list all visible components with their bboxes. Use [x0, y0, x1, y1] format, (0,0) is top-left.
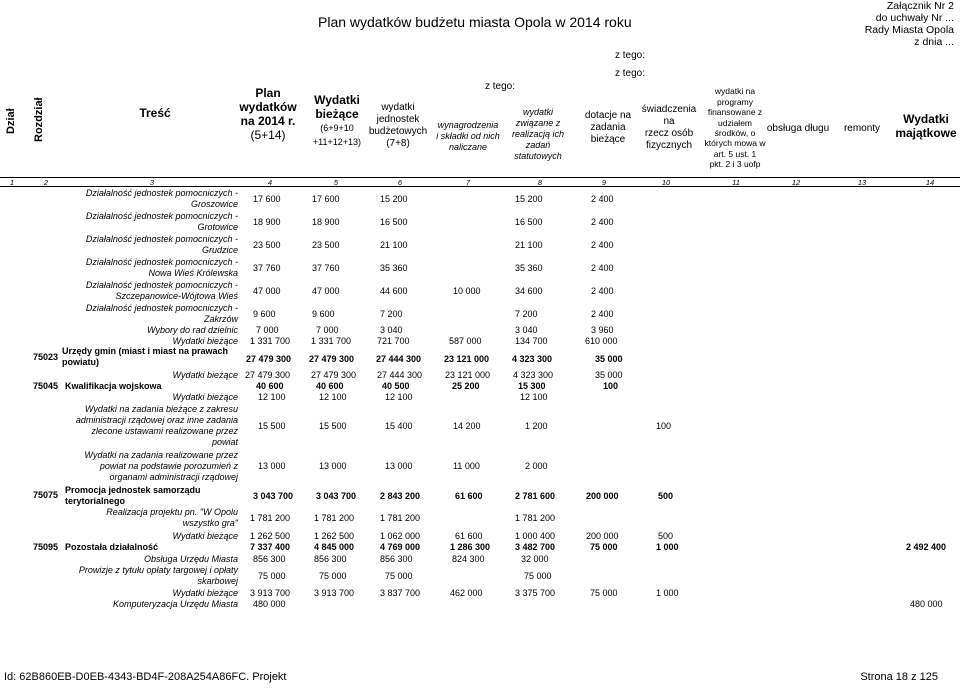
header-line: rzecz osób — [644, 128, 694, 139]
header-line: udziałem — [717, 117, 753, 128]
cell-wynagrodzenia: 824 300 — [452, 554, 485, 564]
cell-biezace: 856 300 — [314, 554, 347, 564]
description-line: zlecone ustawami realizowane przez — [91, 426, 238, 436]
cell-majatkowe: 480 000 — [910, 599, 943, 609]
section-title-line: terytorialnego — [65, 496, 126, 506]
row-description: Komputeryzacja Urzędu Miasta — [112, 599, 238, 609]
header-line: majątkowe — [895, 126, 957, 140]
row-description — [60, 188, 238, 210]
header-plan — [228, 84, 308, 144]
header-line: budżetowych — [368, 126, 428, 137]
cell-wynagrodzenia: 1 286 300 — [450, 542, 491, 552]
header-z-tego: z tego: — [484, 80, 516, 92]
row-description: Wydatki bieżące — [172, 531, 238, 541]
cell-biezace: 12 100 — [319, 392, 347, 402]
cell-dotacje: 2 400 — [591, 309, 614, 319]
cell-plan: 13 000 — [258, 461, 286, 471]
cell-jednostek: 35 360 — [380, 263, 408, 273]
description-line: organami administracji rządowej — [109, 472, 238, 482]
cell-statutowe: 2 781 600 — [515, 491, 556, 501]
row-description — [60, 211, 238, 233]
row-description: Wydatki bieżące — [172, 336, 238, 346]
header-line: wynagrodzenia — [437, 119, 499, 130]
cell-biezace: 1 781 200 — [314, 513, 355, 523]
cell-plan: 3 913 700 — [250, 588, 291, 598]
description-line: Wydatki na zadania realizowane przez — [84, 450, 238, 460]
description-line: Groszowice — [190, 199, 238, 209]
header-programy — [700, 84, 770, 172]
cell-plan: 9 600 — [253, 309, 276, 319]
column-number: 11 — [732, 178, 740, 187]
cell-dotacje: 200 000 — [586, 531, 619, 541]
rozdzial-code: 75075 — [33, 490, 59, 500]
header-line: jednostek — [376, 114, 420, 125]
row-description: Wydatki bieżące — [172, 392, 238, 402]
description-line: Działalność jednostek pomocniczych - — [85, 234, 238, 244]
header-swiadczenia — [636, 104, 702, 151]
cell-jednostek: 1 781 200 — [380, 513, 421, 523]
cell-plan: 1 331 700 — [250, 336, 291, 346]
header-line: bieżące — [590, 134, 626, 145]
description-line: Realizacja projektu pn. "W Opolu — [106, 507, 238, 517]
description-line: powiat na podstawie porozumień z — [99, 461, 238, 471]
cell-plan: 3 043 700 — [253, 491, 294, 501]
cell-majatkowe: 2 492 400 — [906, 542, 947, 552]
cell-plan: 7 337 400 — [250, 542, 291, 552]
header-plan-line: Plan — [255, 86, 281, 100]
header-plan-line: wydatków — [239, 100, 297, 114]
cell-jednostek: 721 700 — [377, 336, 410, 346]
cell-wynagrodzenia: 14 200 — [453, 421, 481, 431]
cell-wynagrodzenia: 61 600 — [455, 491, 483, 501]
cell-jednostek: 13 000 — [385, 461, 413, 471]
cell-plan: 480 000 — [253, 599, 286, 609]
annex-note — [865, 0, 954, 48]
description-line: wszystko gra" — [182, 518, 238, 528]
cell-statutowe: 15 300 — [518, 381, 546, 391]
cell-jednostek: 27 444 300 — [377, 370, 423, 380]
column-number: 3 — [149, 178, 155, 187]
cell-plan: 856 300 — [253, 554, 286, 564]
header-line: naliczane — [448, 141, 488, 152]
cell-wynagrodzenia: 462 000 — [450, 588, 483, 598]
column-number: 2 — [43, 178, 49, 187]
row-description — [60, 280, 238, 302]
header-line: pkt. 2 i 3 uofp — [709, 159, 761, 170]
cell-dotacje: 610 000 — [585, 336, 618, 346]
section-title-line: powiatu) — [62, 357, 99, 367]
description-line: powiat — [211, 437, 238, 447]
cell-biezace: 1 331 700 — [311, 336, 352, 346]
column-number: 13 — [857, 178, 867, 187]
cell-jednostek: 2 843 200 — [380, 491, 421, 501]
description-line: Działalność jednostek pomocniczych - — [85, 257, 238, 267]
cell-dotacje: 100 — [603, 381, 619, 391]
header-line: programy — [717, 96, 753, 107]
header-line: (7+8) — [386, 138, 410, 149]
cell-statutowe: 3 040 — [515, 325, 538, 335]
row-description — [60, 257, 238, 279]
cell-wynagrodzenia: 25 200 — [452, 381, 480, 391]
cell-plan: 27 479 300 — [245, 370, 291, 380]
cell-statutowe: 134 700 — [515, 336, 548, 346]
cell-biezace: 17 600 — [312, 194, 340, 204]
header-majatkowe — [894, 108, 958, 144]
rozdzial-code: 75023 — [33, 352, 59, 362]
header-line: i składki od nich — [436, 130, 500, 141]
header-line: fizycznych — [645, 140, 693, 151]
column-number: 9 — [601, 178, 607, 187]
cell-biezace: 3 043 700 — [316, 491, 357, 501]
description-line: administracji rządowej oraz inne zadania — [75, 415, 238, 425]
description-line: Prowizje z tytułu opłaty targowej i opłaty — [78, 565, 238, 575]
section-title: Pozostała działalność — [65, 542, 159, 552]
cell-biezace: 27 479 300 — [311, 370, 357, 380]
annex-line: Rady Miasta Opola — [864, 24, 954, 36]
header-line: wydatki — [522, 106, 553, 117]
cell-biezace: 37 760 — [312, 263, 340, 273]
cell-wynagrodzenia: 587 000 — [449, 336, 482, 346]
description-line: Działalność jednostek pomocniczych - — [85, 303, 238, 313]
cell-biezace: 27 479 300 — [309, 354, 355, 364]
cell-statutowe: 1 781 200 — [515, 513, 556, 523]
cell-plan: 1 262 500 — [250, 531, 291, 541]
cell-jednostek: 856 300 — [380, 554, 413, 564]
column-number: 10 — [661, 178, 671, 187]
cell-plan: 17 600 — [253, 194, 281, 204]
header-line: związane z — [515, 117, 561, 128]
cell-dotacje: 75 000 — [590, 588, 618, 598]
cell-plan: 27 479 300 — [246, 354, 292, 364]
column-number: 5 — [333, 178, 339, 187]
cell-biezace: 23 500 — [312, 240, 340, 250]
column-number: 7 — [465, 178, 471, 187]
cell-statutowe: 35 360 — [515, 263, 543, 273]
header-wynagrodzenia — [432, 118, 504, 154]
header-line: których mowa w — [704, 138, 766, 149]
header-rozdzial: Rozdział — [33, 97, 45, 142]
cell-dotacje: 2 400 — [591, 217, 614, 227]
cell-swiadczenia: 500 — [658, 491, 674, 501]
row-description: Wydatki bieżące — [172, 588, 238, 598]
header-line: statutowych — [514, 150, 562, 161]
section-title — [65, 485, 245, 507]
cell-biezace: 7 000 — [316, 325, 339, 335]
cell-statutowe: 75 000 — [524, 571, 552, 581]
header-line: zadań — [525, 139, 551, 150]
row-description — [60, 507, 238, 529]
cell-swiadczenia: 1 000 — [656, 588, 679, 598]
cell-jednostek: 7 200 — [380, 309, 403, 319]
header-plan-line: (5+14) — [250, 128, 286, 142]
cell-dotacje: 2 400 — [591, 286, 614, 296]
cell-plan: 40 600 — [256, 381, 284, 391]
header-line: +11+12+13) — [312, 137, 362, 147]
header-remonty: remonty — [843, 122, 881, 134]
section-title-line: Urzędy gmin (miast i miast na prawach — [62, 346, 229, 356]
header-dzial: Dział — [5, 108, 17, 134]
cell-biezace: 13 000 — [319, 461, 347, 471]
cell-plan: 1 781 200 — [250, 513, 291, 523]
cell-statutowe: 1 200 — [525, 421, 548, 431]
cell-biezace: 47 000 — [312, 286, 340, 296]
column-number: 12 — [791, 178, 801, 187]
description-line: Wydatki na zadania bieżące z zakresu — [84, 404, 238, 414]
cell-plan: 23 500 — [253, 240, 281, 250]
description-line: Zakrzów — [203, 314, 238, 324]
cell-statutowe: 7 200 — [515, 309, 538, 319]
header-line: wydatki — [381, 102, 415, 113]
header-wydatki-biezace — [302, 92, 372, 150]
description-line: Działalność jednostek pomocniczych - — [85, 188, 238, 198]
cell-plan: 15 500 — [258, 421, 286, 431]
annex-line: Załącznik Nr 2 — [886, 0, 954, 12]
header-zwiazane — [500, 104, 576, 164]
cell-biezace: 4 845 000 — [314, 542, 355, 552]
cell-dotacje: 2 400 — [591, 263, 614, 273]
rozdzial-code: 75095 — [33, 542, 59, 552]
header-wydatki-jednostek — [368, 100, 428, 152]
column-number: 14 — [925, 178, 935, 187]
row-description — [60, 303, 238, 325]
row-description: Wydatki bieżące — [172, 370, 238, 380]
row-description: Wybory do rad dzielnic — [146, 325, 238, 335]
cell-biezace: 1 262 500 — [314, 531, 355, 541]
cell-dotacje: 2 400 — [591, 194, 614, 204]
annex-line: z dnia ... — [914, 36, 954, 48]
column-number: 8 — [537, 178, 543, 187]
cell-biezace: 75 000 — [319, 571, 347, 581]
header-line: Wydatki — [314, 93, 360, 107]
cell-jednostek: 27 444 300 — [376, 354, 422, 364]
cell-plan: 18 900 — [253, 217, 281, 227]
column-number: 4 — [267, 178, 273, 187]
cell-jednostek: 4 769 000 — [380, 542, 421, 552]
cell-dotacje: 2 400 — [591, 240, 614, 250]
cell-dotacje: 75 000 — [590, 542, 618, 552]
cell-jednostek: 21 100 — [380, 240, 408, 250]
cell-statutowe: 4 323 300 — [513, 370, 554, 380]
description-line: Grotowice — [197, 222, 238, 232]
cell-wynagrodzenia: 23 121 000 — [444, 354, 490, 364]
cell-statutowe: 34 600 — [515, 286, 543, 296]
cell-statutowe: 12 100 — [520, 392, 548, 402]
column-number: 1 — [9, 178, 15, 187]
cell-dotacje: 35 000 — [595, 370, 623, 380]
cell-jednostek: 15 200 — [380, 194, 408, 204]
cell-biezace: 15 500 — [319, 421, 347, 431]
cell-dotacje: 35 000 — [595, 354, 623, 364]
row-description — [60, 404, 238, 448]
cell-jednostek: 15 400 — [385, 421, 413, 431]
column-numbers — [0, 178, 960, 188]
cell-plan: 12 100 — [258, 392, 286, 402]
description-line: Nowa Wieś Królewska — [148, 268, 238, 278]
section-title-line: Promocja jednostek samorządu — [65, 485, 201, 495]
description-line: Działalność jednostek pomocniczych - — [85, 211, 238, 221]
row-description — [60, 234, 238, 256]
rozdzial-code: 75045 — [33, 381, 59, 391]
header-dotacje — [576, 108, 640, 148]
header-line: środków, o — [714, 128, 756, 138]
section-title: Kwalifikacja wojskowa — [65, 381, 162, 391]
cell-biezace: 3 913 700 — [314, 588, 355, 598]
header-z-tego: z tego: — [614, 67, 646, 79]
cell-statutowe: 16 500 — [515, 217, 543, 227]
header-plan-line: na 2014 r. — [240, 114, 296, 128]
cell-plan: 37 760 — [253, 263, 281, 273]
cell-biezace: 9 600 — [312, 309, 335, 319]
cell-statutowe: 32 000 — [521, 554, 549, 564]
cell-dotacje: 200 000 — [586, 491, 619, 501]
cell-statutowe: 1 000 400 — [515, 531, 556, 541]
header-line: bieżące — [315, 107, 359, 121]
cell-jednostek: 44 600 — [380, 286, 408, 296]
header-line: finansowane z — [707, 107, 763, 118]
header-tresc: Treść — [139, 106, 171, 120]
cell-biezace: 40 600 — [316, 381, 344, 391]
cell-jednostek: 40 500 — [382, 381, 410, 391]
annex-line: do uchwały Nr ... — [875, 12, 954, 24]
cell-jednostek: 3 837 700 — [380, 588, 421, 598]
header-line: wydatki na — [714, 86, 756, 97]
cell-wynagrodzenia: 61 600 — [455, 531, 483, 541]
header-line: zadania — [590, 122, 626, 133]
description-line: Szczepanowice-Wójtowa Wieś — [115, 291, 238, 301]
header-line: art. 5 ust. 1 — [713, 148, 757, 159]
cell-swiadczenia: 500 — [658, 531, 674, 541]
header-z-tego: z tego: — [614, 49, 646, 61]
cell-dotacje: 3 960 — [591, 325, 614, 335]
header-line: Wydatki — [903, 112, 949, 126]
cell-statutowe: 2 000 — [525, 461, 548, 471]
cell-statutowe: 15 200 — [515, 194, 543, 204]
row-description: Obsługa Urzędu Miasta — [143, 554, 238, 564]
cell-wynagrodzenia: 23 121 000 — [445, 370, 491, 380]
header-line: świadczenia na — [641, 104, 697, 127]
cell-wynagrodzenia: 11 000 — [453, 461, 480, 471]
cell-plan: 7 000 — [256, 325, 279, 335]
header-line: realizacją ich — [511, 128, 565, 139]
cell-wynagrodzenia: 10 000 — [453, 286, 481, 296]
header-line: (6+9+10 — [320, 123, 354, 133]
cell-statutowe: 21 100 — [515, 240, 543, 250]
section-title — [62, 346, 242, 368]
cell-plan: 75 000 — [258, 571, 286, 581]
header-obsluga-dlugu: obsługa długu — [766, 122, 830, 134]
cell-statutowe: 3 482 700 — [515, 542, 556, 552]
column-number: 6 — [397, 178, 403, 187]
cell-swiadczenia: 1 000 — [656, 542, 679, 552]
description-line: Działalność jednostek pomocniczych - — [85, 280, 238, 290]
description-line: skarbowej — [197, 576, 238, 586]
cell-jednostek: 75 000 — [385, 571, 413, 581]
cell-statutowe: 4 323 300 — [512, 354, 553, 364]
row-description — [60, 565, 238, 587]
cell-jednostek: 12 100 — [385, 392, 413, 402]
cell-biezace: 18 900 — [312, 217, 340, 227]
cell-statutowe: 3 375 700 — [515, 588, 556, 598]
cell-jednostek: 16 500 — [380, 217, 408, 227]
cell-swiadczenia: 100 — [656, 421, 672, 431]
footer-document-id: Id: 62B860EB-D0EB-4343-BD4F-208A254A86FC. Projekt — [4, 671, 287, 683]
cell-jednostek: 1 062 000 — [380, 531, 421, 541]
cell-plan: 47 000 — [253, 286, 281, 296]
row-description — [60, 450, 238, 483]
footer-page-number: Strona 18 z 125 — [860, 671, 938, 683]
cell-jednostek: 3 040 — [380, 325, 403, 335]
description-line: Grudzice — [201, 245, 238, 255]
header-line: dotacje na — [584, 110, 632, 121]
page-title: Plan wydatków budżetu miasta Opola w 2014 roku — [318, 14, 632, 30]
